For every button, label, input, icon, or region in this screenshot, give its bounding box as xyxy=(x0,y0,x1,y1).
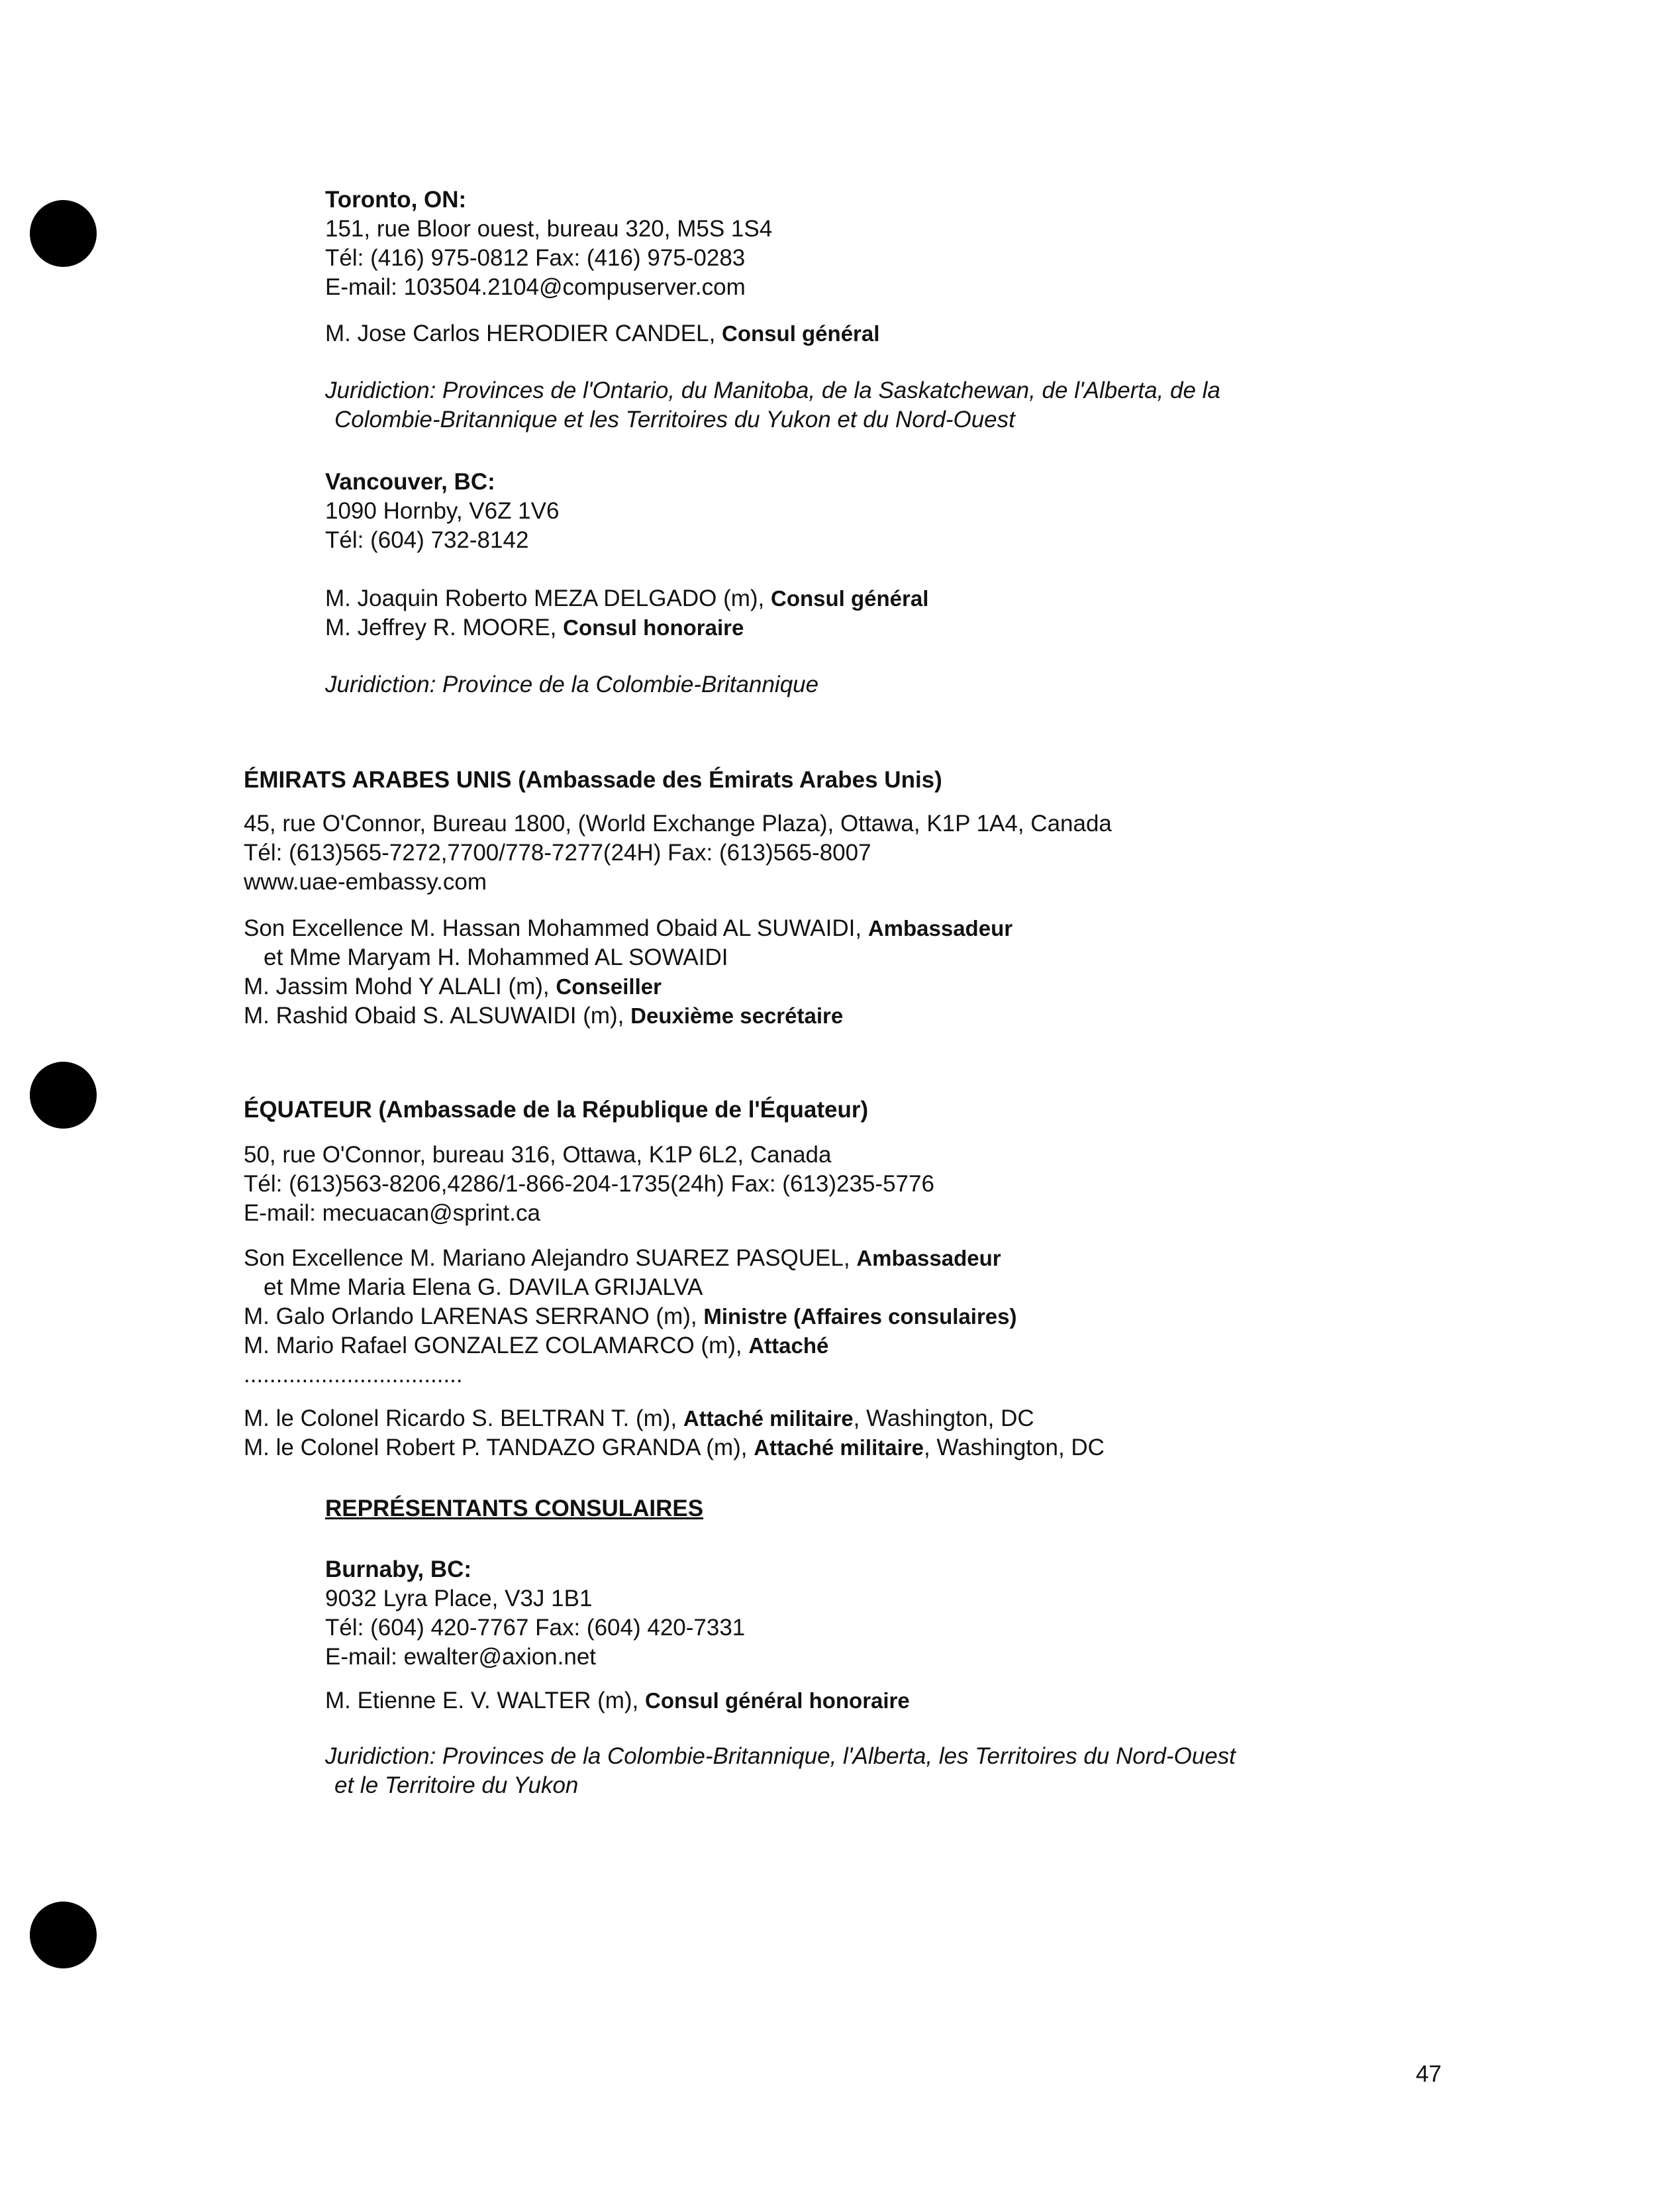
consul-line-1 xyxy=(325,584,928,613)
person-name: M. Jose Carlos HERODIER CANDEL, xyxy=(325,321,716,346)
uae-contact xyxy=(244,809,1112,897)
punch-hole-middle xyxy=(30,1062,97,1129)
ecuador-staff xyxy=(244,1244,1017,1390)
office-phone: Tél: (604) 732-8142 xyxy=(325,527,529,553)
embassy-address: 50, rue O'Connor, bureau 316, Ottawa, K1P 6L2, Canada xyxy=(244,1142,832,1168)
person-title: Consul général xyxy=(771,586,929,611)
consular-heading-block xyxy=(325,1494,703,1523)
staff-spouse: et Mme Maryam H. Mohammed AL SOWAIDI xyxy=(264,944,728,970)
person-title: Consul honoraire xyxy=(563,615,744,640)
person-location: , Washington, DC xyxy=(853,1405,1034,1431)
office-phone: Tél: (604) 420-7767 Fax: (604) 420-7331 xyxy=(325,1615,746,1641)
person-name: M. Rashid Obaid S. ALSUWAIDI (m), xyxy=(244,1003,624,1029)
person-name: M. le Colonel Robert P. TANDAZO GRANDA (m), xyxy=(244,1435,748,1460)
person-name: M. Jassim Mohd Y ALALI (m), xyxy=(244,974,550,999)
toronto-consul xyxy=(325,319,879,348)
vancouver-office xyxy=(325,468,559,555)
staff-line xyxy=(244,1433,1105,1462)
person-name: M. Joaquin Roberto MEZA DELGADO (m), xyxy=(325,585,765,611)
person-title: Attaché militaire xyxy=(754,1435,924,1460)
office-email: E-mail: 103504.2104@compuserver.com xyxy=(325,274,746,300)
punch-hole-bottom xyxy=(30,1902,97,1968)
consul-line-2 xyxy=(325,613,928,642)
staff-line xyxy=(244,1244,1017,1273)
jurisdiction-line-1: Juridiction: Provinces de l'Ontario, du Manitoba, de la Saskatchewan, de l'Alberta, de la xyxy=(325,378,1220,403)
person-title: Consul général xyxy=(722,321,880,346)
jurisdiction-line-2: Colombie-Britannique et les Territoires du Yukon et du Nord-Ouest xyxy=(334,407,1015,432)
staff-spouse: et Mme Maria Elena G. DAVILA GRIJALVA xyxy=(264,1274,703,1300)
jurisdiction-line: Juridiction: Province de la Colombie-Britannique xyxy=(325,672,819,697)
vancouver-consuls xyxy=(325,584,928,642)
office-address: 9032 Lyra Place, V3J 1B1 xyxy=(325,1586,593,1611)
office-city: Burnaby, BC: xyxy=(325,1556,472,1582)
burnaby-consul xyxy=(325,1686,910,1715)
separator-dots: .................................. xyxy=(244,1362,463,1388)
staff-line xyxy=(244,1404,1105,1433)
burnaby-office xyxy=(325,1555,745,1672)
person-name: M. le Colonel Ricardo S. BELTRAN T. (m), xyxy=(244,1405,677,1431)
person-title: Ministre (Affaires consulaires) xyxy=(703,1304,1017,1329)
embassy-address: 45, rue O'Connor, Bureau 1800, (World Exchange Plaza), Ottawa, K1P 1A4, Canada xyxy=(244,811,1112,837)
person-name: M. Jeffrey R. MOORE, xyxy=(325,615,557,640)
office-email: E-mail: ewalter@axion.net xyxy=(325,1644,597,1670)
staff-line xyxy=(244,1302,1017,1331)
embassy-phone: Tél: (613)563-8206,4286/1-866-204-1735(24h) Fax: (613)235-5776 xyxy=(244,1171,934,1197)
person-name: M. Mario Rafael GONZALEZ COLAMARCO (m), xyxy=(244,1333,742,1358)
person-title: Deuxième secrétaire xyxy=(630,1003,844,1028)
vancouver-jurisdiction xyxy=(325,670,818,699)
embassy-website: www.uae-embassy.com xyxy=(244,869,487,895)
ecuador-contact xyxy=(244,1141,934,1228)
person-location: , Washington, DC xyxy=(923,1435,1105,1460)
person-name: M. Galo Orlando LARENAS SERRANO (m), xyxy=(244,1303,697,1329)
toronto-office xyxy=(325,185,772,302)
staff-line xyxy=(244,914,1013,943)
page-number: 47 xyxy=(1416,2061,1442,2087)
person-title: Conseiller xyxy=(556,974,662,999)
uae-staff xyxy=(244,914,1013,1031)
staff-line xyxy=(244,972,1013,1001)
ecuador-military xyxy=(244,1404,1105,1462)
person-title: Ambassadeur xyxy=(856,1246,1001,1270)
staff-line xyxy=(244,1331,1017,1360)
person-title: Attaché xyxy=(748,1333,829,1358)
punch-hole-top xyxy=(30,200,97,267)
embassy-phone: Tél: (613)565-7272,7700/778-7277(24H) Fax: (613)565-8007 xyxy=(244,840,871,866)
embassy-email: E-mail: mecuacan@sprint.ca xyxy=(244,1200,540,1226)
burnaby-jurisdiction xyxy=(325,1742,1236,1800)
consular-heading: REPRÉSENTANTS CONSULAIRES xyxy=(325,1496,704,1521)
toronto-jurisdiction xyxy=(325,376,1220,434)
person-title: Consul général honoraire xyxy=(645,1688,910,1713)
office-address: 1090 Hornby, V6Z 1V6 xyxy=(325,498,560,524)
office-phone: Tél: (416) 975-0812 Fax: (416) 975-0283 xyxy=(325,245,746,271)
office-city: Vancouver, BC: xyxy=(325,469,495,495)
country-heading: ÉMIRATS ARABES UNIS (Ambassade des Émirats Arabes Unis) xyxy=(244,767,942,793)
jurisdiction-line-1: Juridiction: Provinces de la Colombie-Britannique, l'Alberta, les Territoires du Nord-Ouest xyxy=(325,1743,1236,1769)
person-name: Son Excellence M. Hassan Mohammed Obaid AL SUWAIDI, xyxy=(244,915,862,941)
staff-line xyxy=(244,1001,1013,1031)
uae-section xyxy=(244,766,942,795)
country-heading: ÉQUATEUR (Ambassade de la République de l'Équateur) xyxy=(244,1097,869,1123)
person-title: Attaché militaire xyxy=(683,1406,854,1431)
office-address: 151, rue Bloor ouest, bureau 320, M5S 1S4 xyxy=(325,216,773,242)
person-name: M. Etienne E. V. WALTER (m), xyxy=(325,1688,639,1713)
person-title: Ambassadeur xyxy=(867,916,1013,940)
office-city: Toronto, ON: xyxy=(325,187,467,213)
person-name: Son Excellence M. Mariano Alejandro SUAREZ PASQUEL, xyxy=(244,1245,850,1271)
jurisdiction-line-2: et le Territoire du Yukon xyxy=(334,1772,579,1798)
ecuador-section xyxy=(244,1095,868,1125)
